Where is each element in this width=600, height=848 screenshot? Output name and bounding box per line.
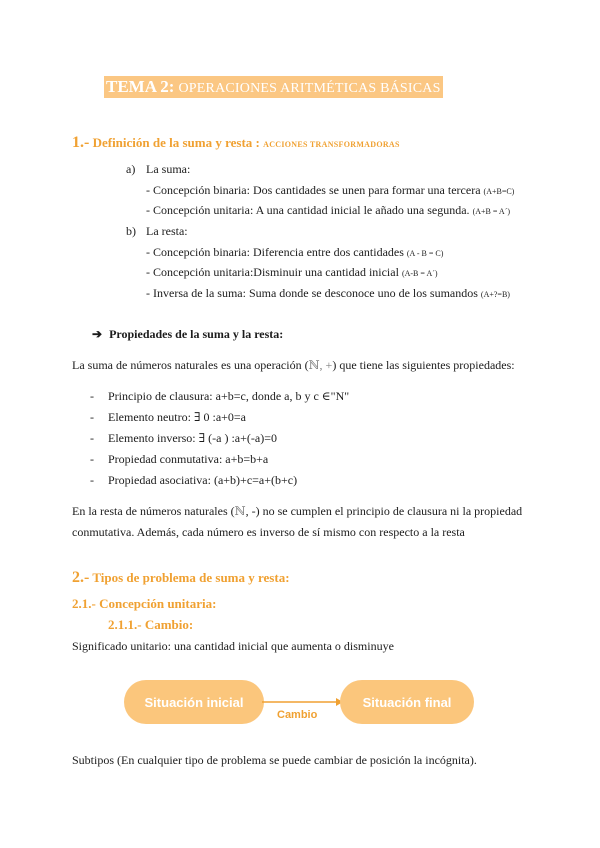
suma-item-binaria	[146, 183, 514, 198]
diagram-end-node	[340, 680, 474, 724]
bullet: -	[90, 389, 94, 403]
para-suffix: , -) no se cumplen el principio de clausura ni la propiedad	[245, 504, 523, 518]
properties-intro	[72, 358, 515, 373]
diagram-link-label: Cambio	[277, 709, 318, 721]
suma-item-text: - Concepción binaria: Dos cantidades se unen para formar una tercera	[146, 183, 481, 197]
section-2-title: Tipos de problema de suma y resta:	[92, 570, 290, 585]
list-marker-a: a)	[126, 162, 136, 176]
cambio-meaning: Significado unitario: una cantidad inicial que aumenta o disminuye	[72, 639, 394, 653]
resta-item-formula: (A+?=B)	[480, 290, 510, 299]
resta-item-text: - Concepción unitaria:Disminuir una cantidad inicial	[146, 265, 399, 279]
property-inverso: Elemento inverso: ∃ (-a ) :a+(-a)=0	[108, 431, 277, 445]
section-1-heading	[72, 134, 400, 152]
diagram-arrow	[262, 696, 344, 708]
natural-set-symbol: ℕ, +	[308, 358, 333, 372]
section-1-subtitle: ACCIONES TRANSFORMADORAS	[263, 140, 400, 149]
resta-item-text: - Concepción binaria: Diferencia entre dos cantidades	[146, 245, 404, 259]
resta-label: La resta:	[146, 224, 188, 238]
resta-item-formula: (A - B = C)	[406, 249, 444, 258]
resta-item-inversa	[146, 286, 510, 301]
para-prefix: En la resta de números naturales (	[72, 504, 235, 518]
section-2-number: 2.-	[72, 569, 90, 586]
properties-heading	[92, 327, 283, 342]
title-number: TEMA 2:	[106, 77, 175, 96]
section-2-1-1-heading: 2.1.1.- Cambio:	[108, 617, 194, 632]
diagram-end-label: Situación final	[362, 694, 452, 710]
bullet: -	[90, 410, 94, 424]
property-clausura: Principio de clausura: a+b=c, donde a, b y c ∈"N"	[108, 389, 350, 403]
resta-paragraph-line-1	[72, 504, 522, 519]
section-1-title: Definición de la suma y resta :	[92, 135, 260, 150]
resta-item-text: - Inversa de la suma: Suma donde se desconoce uno de los sumandos	[146, 286, 478, 300]
properties-title: Propiedades de la suma y la resta:	[109, 327, 284, 341]
section-2-heading	[72, 569, 290, 587]
suma-label: La suma:	[146, 162, 191, 176]
section-1-number: 1.-	[72, 134, 90, 151]
arrow-icon: ➔	[92, 327, 103, 341]
bullet: -	[90, 431, 94, 445]
intro-prefix: La suma de números naturales es una operación (	[72, 358, 309, 372]
subtypes-note: Subtipos (En cualquier tipo de problema se puede cambiar de posición la incógnita).	[72, 753, 477, 767]
resta-item-unitaria	[146, 265, 438, 280]
property-neutro: Elemento neutro: ∃ 0 :a+0=a	[108, 410, 247, 424]
section-2-1-heading: 2.1.- Concepción unitaria:	[72, 596, 217, 611]
suma-item-formula: (A+B=C)	[483, 187, 515, 196]
suma-item-formula: (A+B = A´)	[472, 207, 511, 216]
suma-item-text: - Concepción unitaria: A una cantidad inicial le añado una segunda.	[146, 203, 470, 217]
diagram-start-node	[124, 680, 264, 724]
bullet: -	[90, 473, 94, 487]
resta-paragraph-line-2: conmutativa. Además, cada número es inverso de sí mismo con respecto a la resta	[72, 525, 465, 539]
diagram-start-label: Situación inicial	[144, 694, 244, 710]
intro-suffix: ) que tiene las siguientes propiedades:	[332, 358, 515, 372]
suma-item-unitaria	[146, 203, 510, 218]
page-title	[104, 76, 443, 98]
list-marker-b: b)	[126, 224, 136, 238]
resta-item-formula: (A-B = A´)	[401, 269, 438, 278]
property-asociativa: Propiedad asociativa: (a+b)+c=a+(b+c)	[108, 473, 298, 487]
property-conmutativa: Propiedad conmutativa: a+b=b+a	[108, 452, 269, 466]
natural-set-symbol: ℕ	[234, 504, 246, 518]
bullet: -	[90, 452, 94, 466]
resta-item-binaria	[146, 245, 443, 260]
title-text: OPERACIONES ARITMÉTICAS BÁSICAS	[178, 81, 441, 96]
